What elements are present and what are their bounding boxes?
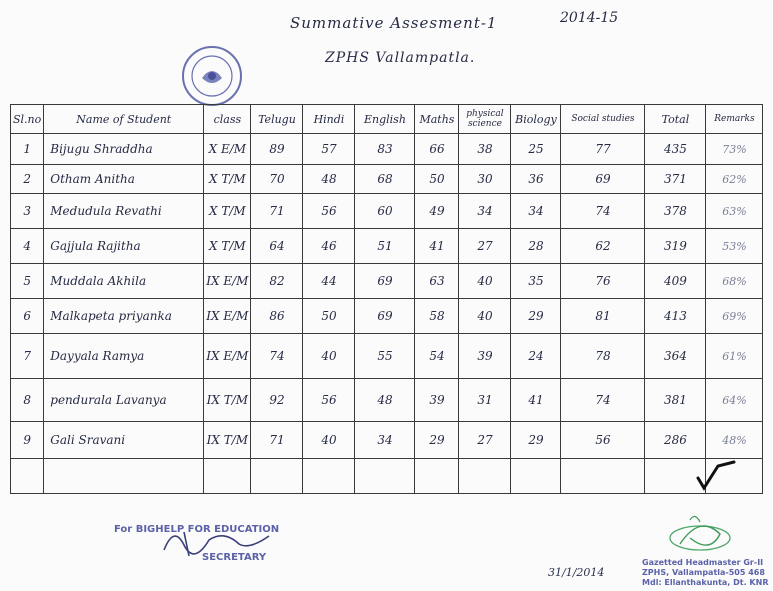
column-header: Sl.no — [11, 105, 44, 134]
cell-hindi: 50 — [303, 299, 355, 334]
cell-physical: 31 — [459, 379, 511, 422]
cell-empty — [355, 459, 415, 494]
stamp-left-line1: For BIGHELP FOR EDUCATION — [114, 524, 280, 535]
cell-telugu: 74 — [251, 334, 303, 379]
cell-telugu: 86 — [251, 299, 303, 334]
cell-social: 74 — [561, 194, 645, 229]
check-mark-icon — [694, 458, 738, 492]
cell-sl: 3 — [11, 194, 44, 229]
cell-remarks: 69% — [706, 299, 763, 334]
cell-biology: 34 — [511, 194, 561, 229]
cell-remarks: 48% — [706, 422, 763, 459]
cell-name: Bijugu Shraddha — [44, 134, 204, 165]
cell-name: Dayyala Ramya — [44, 334, 204, 379]
cell-hindi: 56 — [303, 194, 355, 229]
cell-name: Gali Sravani — [44, 422, 204, 459]
cell-remarks: 61% — [706, 334, 763, 379]
cell-empty — [44, 459, 204, 494]
cell-total: 381 — [645, 379, 706, 422]
cell-empty — [415, 459, 459, 494]
column-header: Maths — [415, 105, 459, 134]
cell-empty — [303, 459, 355, 494]
cell-total: 319 — [645, 229, 706, 264]
stamp-right-line3: Mdl: Ellanthakunta, Dt. KNR — [642, 578, 769, 587]
cell-social: 56 — [561, 422, 645, 459]
cell-english: 83 — [355, 134, 415, 165]
column-header: physical science — [459, 105, 511, 134]
cell-english: 69 — [355, 299, 415, 334]
cell-hindi: 40 — [303, 422, 355, 459]
cell-empty — [11, 459, 44, 494]
column-header: Telugu — [251, 105, 303, 134]
cell-total: 371 — [645, 165, 706, 194]
cell-biology: 28 — [511, 229, 561, 264]
cell-remarks: 63% — [706, 194, 763, 229]
cell-remarks: 64% — [706, 379, 763, 422]
cell-total: 435 — [645, 134, 706, 165]
cell-social: 76 — [561, 264, 645, 299]
cell-physical: 30 — [459, 165, 511, 194]
cell-hindi: 56 — [303, 379, 355, 422]
cell-maths: 63 — [415, 264, 459, 299]
cell-telugu: 71 — [251, 422, 303, 459]
cell-social: 62 — [561, 229, 645, 264]
cell-physical: 39 — [459, 334, 511, 379]
cell-hindi: 40 — [303, 334, 355, 379]
cell-class: IX E/M — [204, 264, 251, 299]
cell-name: Malkapeta priyanka — [44, 299, 204, 334]
stamp-right-line2: ZPHS, Vallampatla-505 468 — [642, 568, 765, 577]
cell-sl: 8 — [11, 379, 44, 422]
cell-physical: 38 — [459, 134, 511, 165]
cell-english: 55 — [355, 334, 415, 379]
cell-maths: 66 — [415, 134, 459, 165]
table-row — [11, 299, 763, 334]
cell-total: 364 — [645, 334, 706, 379]
cell-social: 74 — [561, 379, 645, 422]
cell-maths: 58 — [415, 299, 459, 334]
column-header: class — [204, 105, 251, 134]
cell-telugu: 89 — [251, 134, 303, 165]
table-row — [11, 334, 763, 379]
stamp-right-line1: Gazetted Headmaster Gr-II — [642, 558, 764, 567]
cell-total: 286 — [645, 422, 706, 459]
left-stamp — [114, 520, 294, 570]
cell-english: 48 — [355, 379, 415, 422]
table-row — [11, 134, 763, 165]
column-header: Biology — [511, 105, 561, 134]
document-title: Summative Assesment-1 — [290, 14, 498, 32]
cell-biology: 29 — [511, 422, 561, 459]
cell-class: IX E/M — [204, 334, 251, 379]
cell-total: 413 — [645, 299, 706, 334]
cell-maths: 49 — [415, 194, 459, 229]
cell-hindi: 57 — [303, 134, 355, 165]
cell-social: 77 — [561, 134, 645, 165]
cell-maths: 50 — [415, 165, 459, 194]
marks-table-container — [10, 104, 763, 494]
column-header: English — [355, 105, 415, 134]
table-row — [11, 422, 763, 459]
cell-maths: 41 — [415, 229, 459, 264]
table-row — [11, 194, 763, 229]
school-name: ZPHS Vallampatla. — [325, 50, 476, 66]
cell-empty — [561, 459, 645, 494]
cell-remarks: 62% — [706, 165, 763, 194]
cell-total: 378 — [645, 194, 706, 229]
headmaster-signature-icon — [660, 510, 740, 560]
cell-name: Medudula Revathi — [44, 194, 204, 229]
cell-sl: 2 — [11, 165, 44, 194]
cell-physical: 27 — [459, 229, 511, 264]
cell-english: 51 — [355, 229, 415, 264]
cell-telugu: 70 — [251, 165, 303, 194]
cell-name: Muddala Akhila — [44, 264, 204, 299]
table-row — [11, 379, 763, 422]
cell-hindi: 46 — [303, 229, 355, 264]
table-row-empty — [11, 459, 763, 494]
cell-class: X T/M — [204, 194, 251, 229]
column-header: Social studies — [561, 105, 645, 134]
cell-telugu: 71 — [251, 194, 303, 229]
cell-maths: 54 — [415, 334, 459, 379]
cell-class: IX E/M — [204, 299, 251, 334]
column-header: Total — [645, 105, 706, 134]
cell-maths: 39 — [415, 379, 459, 422]
cell-physical: 27 — [459, 422, 511, 459]
cell-english: 60 — [355, 194, 415, 229]
cell-empty — [511, 459, 561, 494]
cell-telugu: 92 — [251, 379, 303, 422]
cell-physical: 34 — [459, 194, 511, 229]
cell-physical: 40 — [459, 299, 511, 334]
column-header: Name of Student — [44, 105, 204, 134]
cell-biology: 36 — [511, 165, 561, 194]
right-stamp — [630, 510, 770, 590]
table-row — [11, 165, 763, 194]
cell-class: IX T/M — [204, 379, 251, 422]
cell-total: 409 — [645, 264, 706, 299]
cell-social: 78 — [561, 334, 645, 379]
cell-name: pendurala Lavanya — [44, 379, 204, 422]
cell-telugu: 82 — [251, 264, 303, 299]
cell-class: X T/M — [204, 229, 251, 264]
cell-english: 68 — [355, 165, 415, 194]
cell-biology: 35 — [511, 264, 561, 299]
cell-biology: 41 — [511, 379, 561, 422]
academic-year: 2014-15 — [560, 10, 619, 26]
cell-sl: 5 — [11, 264, 44, 299]
cell-biology: 24 — [511, 334, 561, 379]
cell-telugu: 64 — [251, 229, 303, 264]
school-seal-icon — [180, 44, 244, 108]
cell-remarks: 68% — [706, 264, 763, 299]
column-header: Hindi — [303, 105, 355, 134]
cell-sl: 9 — [11, 422, 44, 459]
cell-empty — [459, 459, 511, 494]
cell-english: 34 — [355, 422, 415, 459]
cell-physical: 40 — [459, 264, 511, 299]
cell-social: 81 — [561, 299, 645, 334]
cell-class: X E/M — [204, 134, 251, 165]
cell-sl: 4 — [11, 229, 44, 264]
table-header-row — [11, 105, 763, 134]
cell-biology: 25 — [511, 134, 561, 165]
signature-date: 31/1/2014 — [548, 566, 605, 579]
cell-maths: 29 — [415, 422, 459, 459]
stamp-left-line2: SECRETARY — [202, 552, 267, 563]
table-row — [11, 229, 763, 264]
cell-sl: 1 — [11, 134, 44, 165]
column-header: Remarks — [706, 105, 763, 134]
cell-remarks: 73% — [706, 134, 763, 165]
table-row — [11, 264, 763, 299]
cell-remarks: 53% — [706, 229, 763, 264]
cell-name: Gajjula Rajitha — [44, 229, 204, 264]
marks-table — [10, 104, 763, 494]
cell-name: Otham Anitha — [44, 165, 204, 194]
cell-biology: 29 — [511, 299, 561, 334]
cell-class: IX T/M — [204, 422, 251, 459]
cell-empty — [251, 459, 303, 494]
cell-social: 69 — [561, 165, 645, 194]
cell-hindi: 48 — [303, 165, 355, 194]
cell-hindi: 44 — [303, 264, 355, 299]
cell-sl: 7 — [11, 334, 44, 379]
cell-sl: 6 — [11, 299, 44, 334]
cell-empty — [204, 459, 251, 494]
cell-class: X T/M — [204, 165, 251, 194]
cell-english: 69 — [355, 264, 415, 299]
